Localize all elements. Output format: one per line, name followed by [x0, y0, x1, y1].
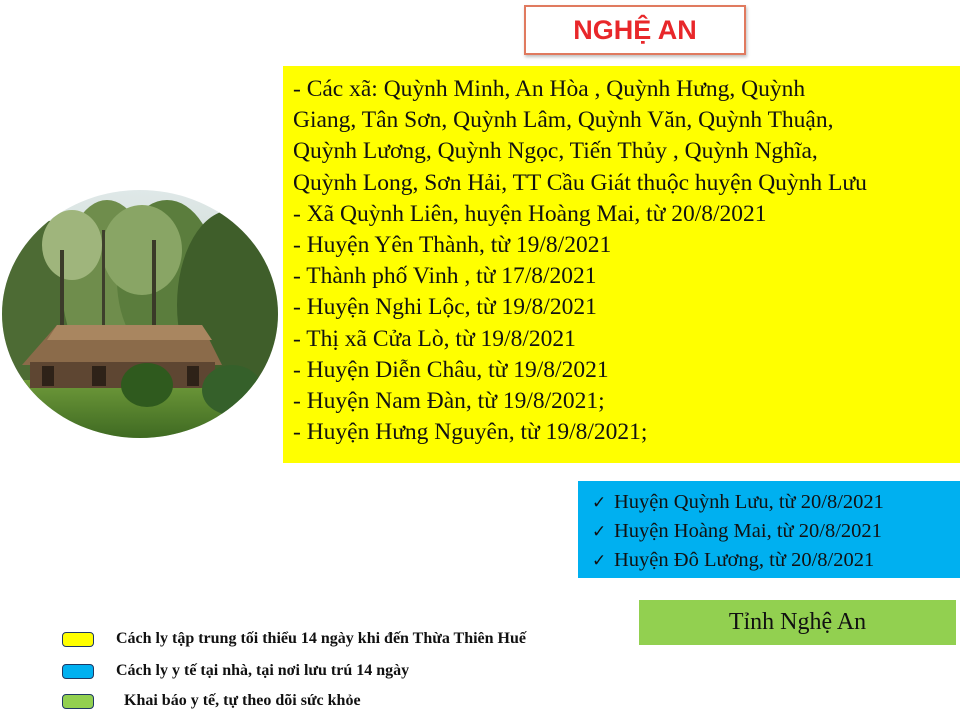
- yellow-line: - Thị xã Cửa Lò, từ 19/8/2021: [293, 325, 576, 352]
- legend-label: Cách ly tập trung tối thiểu 14 ngày khi đến Thừa Thiên Huế: [116, 630, 526, 647]
- list-item: [592, 488, 960, 517]
- checkmark-icon: ✓: [592, 493, 607, 513]
- green-swatch-icon: [62, 694, 94, 709]
- title-box: [524, 5, 746, 55]
- yellow-line: - Huyện Nghi Lộc, từ 19/8/2021: [293, 294, 597, 321]
- blue-item-label: Huyện Quỳnh Lưu, từ 20/8/2021: [614, 491, 884, 513]
- yellow-line: - Huyện Yên Thành, từ 19/8/2021: [293, 232, 612, 259]
- page-title: NGHỆ AN: [573, 14, 697, 45]
- yellow-line: - Thành phố Vinh , từ 17/8/2021: [293, 263, 597, 290]
- yellow-line: - Huyện Diễn Châu, từ 19/8/2021: [293, 356, 609, 383]
- yellow-line: - Huyện Hưng Nguyên, từ 19/8/2021;: [293, 419, 648, 446]
- yellow-line: - Các xã: Quỳnh Minh, An Hòa , Quỳnh Hưng, Quỳnh: [293, 76, 806, 102]
- blue-swatch-icon: [62, 664, 94, 679]
- checkmark-icon: ✓: [592, 551, 607, 571]
- village-house-photo: [2, 190, 278, 438]
- blue-zone-list: [578, 481, 960, 578]
- yellow-swatch-icon: [62, 632, 94, 647]
- list-item: [592, 546, 960, 575]
- yellow-line: Quỳnh Long, Sơn Hải, TT Cầu Giát thuộc huyện Quỳnh Lưu: [293, 169, 867, 196]
- yellow-line: - Xã Quỳnh Liên, huyện Hoàng Mai, từ 20/8/2021: [293, 200, 767, 227]
- yellow-line: - Huyện Nam Đàn, từ 19/8/2021;: [293, 388, 605, 415]
- yellow-line: Giang, Tân Sơn, Quỳnh Lâm, Quỳnh Văn, Quỳnh Thuận,: [293, 107, 834, 134]
- list-item: [592, 517, 960, 546]
- village-house-icon: [2, 190, 278, 438]
- yellow-zone-list: [283, 66, 960, 463]
- legend-item-yellow: [62, 630, 526, 648]
- legend-label: Cách ly y tế tại nhà, tại nơi lưu trú 14 ngày: [116, 662, 410, 679]
- blue-item-label: Huyện Đô Lương, từ 20/8/2021: [614, 549, 875, 571]
- green-zone-label: Tỉnh Nghệ An: [728, 609, 867, 635]
- legend-item-green: [62, 692, 361, 710]
- yellow-line: Quỳnh Lương, Quỳnh Ngọc, Tiến Thủy , Quỳnh Nghĩa,: [293, 138, 818, 165]
- legend-item-blue: [62, 662, 409, 680]
- legend-label: Khai báo y tế, tự theo dõi sức khỏe: [124, 692, 361, 709]
- blue-item-label: Huyện Hoàng Mai, từ 20/8/2021: [614, 520, 882, 542]
- checkmark-icon: ✓: [592, 522, 607, 542]
- green-zone-box: [639, 600, 956, 645]
